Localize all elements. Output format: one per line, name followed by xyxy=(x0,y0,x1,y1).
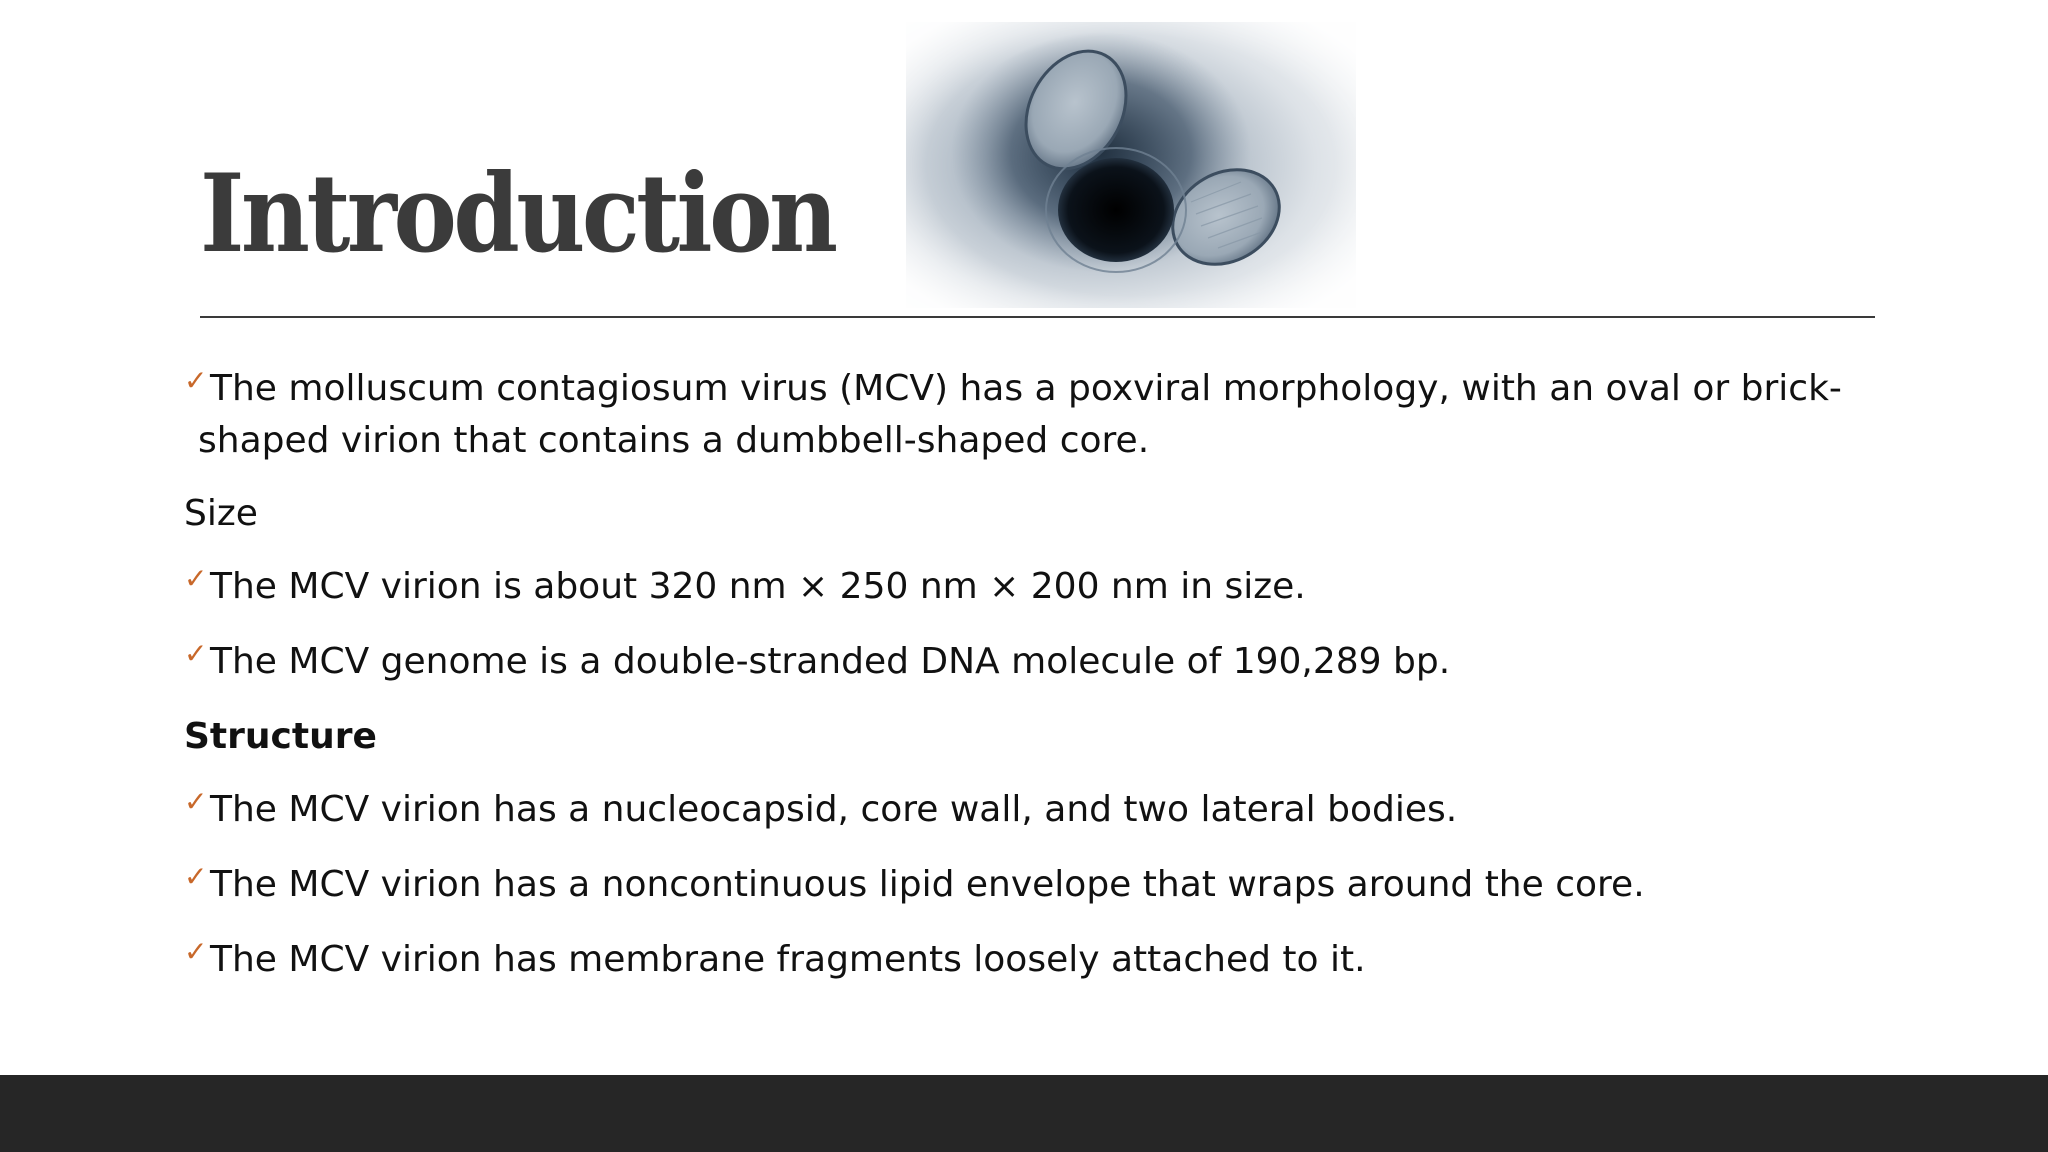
bullet-text: The MCV virion has a noncontinuous lipid envelope that wraps around the core. xyxy=(210,864,1645,905)
micrograph-graphic xyxy=(906,22,1356,308)
bullet-item xyxy=(184,860,1804,912)
bullet-text: The molluscum contagiosum virus (MCV) has a poxviral morphology, with an oval or brick- xyxy=(210,368,1842,409)
bullet-text: The MCV genome is a double-stranded DNA molecule of 190,289 bp. xyxy=(210,641,1451,682)
check-mark-icon: ✓ xyxy=(184,562,208,595)
bullet-text: The MCV virion has membrane fragments loosely attached to it. xyxy=(210,939,1366,980)
section-label-text: Size xyxy=(184,493,258,534)
section-heading-text: Structure xyxy=(184,716,377,757)
bullet-item xyxy=(184,562,1804,614)
check-mark-icon: ✓ xyxy=(184,860,208,893)
check-mark-icon: ✓ xyxy=(184,935,208,968)
bullet-text-continued: shaped virion that contains a dumbbell-shaped core. xyxy=(198,420,1150,461)
bullet-item xyxy=(184,935,1804,987)
check-mark-icon: ✓ xyxy=(184,637,208,670)
slide-title: Introduction xyxy=(200,151,835,277)
slide-body xyxy=(184,364,1842,1010)
bullet-item xyxy=(184,364,1842,466)
virus-micrograph-image xyxy=(906,22,1356,308)
bullet-text: The MCV virion has a nucleocapsid, core wall, and two lateral bodies. xyxy=(210,789,1458,830)
section-label-size xyxy=(184,489,1804,539)
section-heading-structure xyxy=(184,712,1804,762)
title-divider xyxy=(200,316,1875,318)
footer-bar xyxy=(0,1075,2048,1152)
bullet-text: The MCV virion is about 320 nm × 250 nm × 200 nm in size. xyxy=(210,566,1306,607)
bullet-item xyxy=(184,637,1804,689)
bullet-item xyxy=(184,785,1804,837)
check-mark-icon: ✓ xyxy=(184,364,208,397)
check-mark-icon: ✓ xyxy=(184,785,208,818)
